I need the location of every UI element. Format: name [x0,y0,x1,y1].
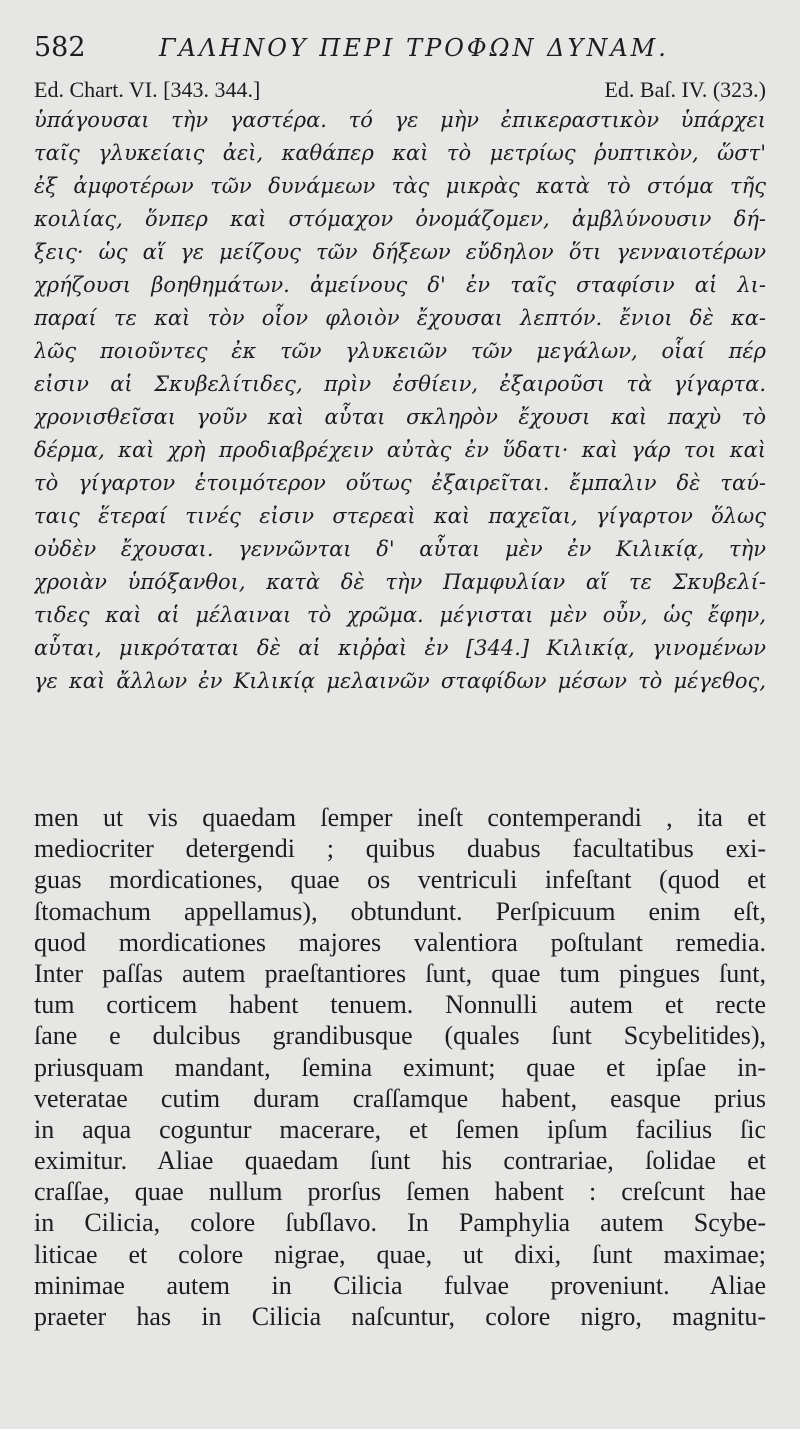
latin-text-line: craſſae, quae nullum prorſus ſemen habent : creſcunt hae [34,1177,766,1207]
latin-text-line: in Cilicia, colore ſubſlavo. In Pamphylia autem Scybe- [34,1208,766,1238]
latin-text-line: praeter has in Cilicia naſcuntur, colore nigro, magnitu- [34,1302,766,1331]
running-title: ΓΑΛΗΝΟΥ ΠΕΡΙ ΤΡΟΦΩΝ ΔΥΝΑΜ. [159,34,669,62]
greek-text-line: χρήζουσι βοηθημάτων. ἀμείνους δ' ἐν ταῖς σταφίσιν αἱ λι- [34,273,766,297]
greek-text-line: αὗται, μικρόταται δὲ αἱ κιῤῥαὶ ἐν [344.] Κιλικίᾳ, γινομένων [34,636,766,660]
greek-text-line: παραί τε καὶ τὸν οἷον φλοιὸν ἔχουσαι λεπτόν. ἔνιοι δὲ κα- [34,306,766,330]
latin-text-line: ſane e dulcibus grandibusque (quales ſunt Scybelitides), [34,1021,766,1051]
latin-text-line: minimae autem in Cilicia fulvae proveniunt. Aliae [34,1270,766,1300]
greek-text-line: εἰσιν αἱ Σκυβελίτιδες, πρὶν ἐσθίειν, ἐξαιροῦσι τὰ γίγαρτα. [34,372,766,396]
latin-text-line: tum corticem habent tenuem. Nonnulli autem et recte [34,990,766,1020]
latin-text-line: Inter paſſas autem praeſtantiores ſunt, quae tum pingues ſunt, [34,958,766,988]
greek-text-line: ὑπάγουσαι τὴν γαστέρα. τό γε μὴν ἐπικεραστικὸν ὑπάρχει [34,108,766,132]
edition-reference-line [34,74,766,106]
latin-text-line: quod mordicationes majores valentiora poſtulant remedia. [34,927,766,957]
greek-text-line: τὸ γίγαρτον ἑτοιμότερον οὕτως ἐξαιρεῖται. ἔμπαλιν δὲ ταύ- [34,471,766,495]
greek-text-line: γε καὶ ἄλλων ἐν Κιλικίᾳ μελαινῶν σταφίδων μέσων τὸ μέγεθος, [34,669,766,693]
page-header [34,26,766,70]
greek-text-line: οὐδὲν ἔχουσαι. γεννῶνται δ' αὗται μὲν ἐν Κιλικίᾳ, τὴν [34,537,766,561]
greek-text-line: ἐξ ἀμφοτέρων τῶν δυνάμεων τὰς μικρὰς κατὰ τὸ στόμα τῆς [34,174,766,198]
page-number: 582 [34,32,86,63]
latin-translation-block [34,802,766,1332]
latin-text-line: ſtomachum appellamus), obtundunt. Perſpicuum enim eſt, [34,896,766,926]
greek-text-line: δέρμα, καὶ χρὴ προδιαβρέχειν αὐτὰς ἐν ὕδατι· καὶ γάρ τοι καὶ [34,438,766,462]
greek-text-line: λῶς ποιοῦντες ἐκ τῶν γλυκειῶν τῶν μεγάλων, οἷαί πέρ [34,339,766,363]
latin-text-line: eximitur. Aliae quaedam ſunt his contrariae, ſolidae et [34,1146,766,1176]
latin-text-line: veteratae cutim duram craſſamque habent, easque prius [34,1083,766,1113]
greek-text-line: τιδες καὶ αἱ μέλαιναι τὸ χρῶμα. μέγισται μὲν οὖν, ὡς ἔφην, [34,603,766,627]
latin-text-line: guas mordicationes, quae os ventriculi infeſtant (quod et [34,865,766,895]
greek-text-line: χροιὰν ὑπόξανθοι, κατὰ δὲ τὴν Παμφυλίαν αἵ τε Σκυβελί- [34,570,766,594]
latin-text-line: men ut vis quaedam ſemper ineſt contemperandi , ita et [34,803,766,832]
edition-chart-reference: Ed. Chart. VI. [343. 344.] [34,77,261,102]
greek-text-line: ξεις· ὡς αἵ γε μείζους τῶν δήξεων εὔδηλον ὅτι γενναιοτέρων [34,240,766,264]
latin-text-line: priusquam mandant, ſemina eximunt; quae et ipſae in- [34,1052,766,1082]
latin-text-line: in aqua coguntur macerare, et ſemen ipſum facilius ſic [34,1114,766,1144]
greek-text-line: κοιλίας, ὅνπερ καὶ στόμαχον ὀνομάζομεν, ἀμβλύνουσιν δή- [34,207,766,231]
greek-text-line: χρονισθεῖσαι γοῦν καὶ αὗται σκληρὸν ἔχουσι καὶ παχὺ τὸ [34,405,766,429]
latin-text-line: mediocriter detergendi ; quibus duabus facultatibus exi- [34,834,766,864]
edition-basel-reference: Ed. Baſ. IV. (323.) [604,77,766,102]
greek-text-line: ταις ἕτεραί τινές εἰσιν στερεαὶ καὶ παχεῖαι, γίγαρτον ὅλως [34,504,766,528]
latin-text-line: liticae et colore nigrae, quae, ut dixi, ſunt maximae; [34,1239,766,1269]
greek-text-line: ταῖς γλυκείαις ἀεὶ, καθάπερ καὶ τὸ μετρίως ῥυπτικὸν, ὥστ' [34,141,766,165]
greek-text-block [34,104,766,698]
